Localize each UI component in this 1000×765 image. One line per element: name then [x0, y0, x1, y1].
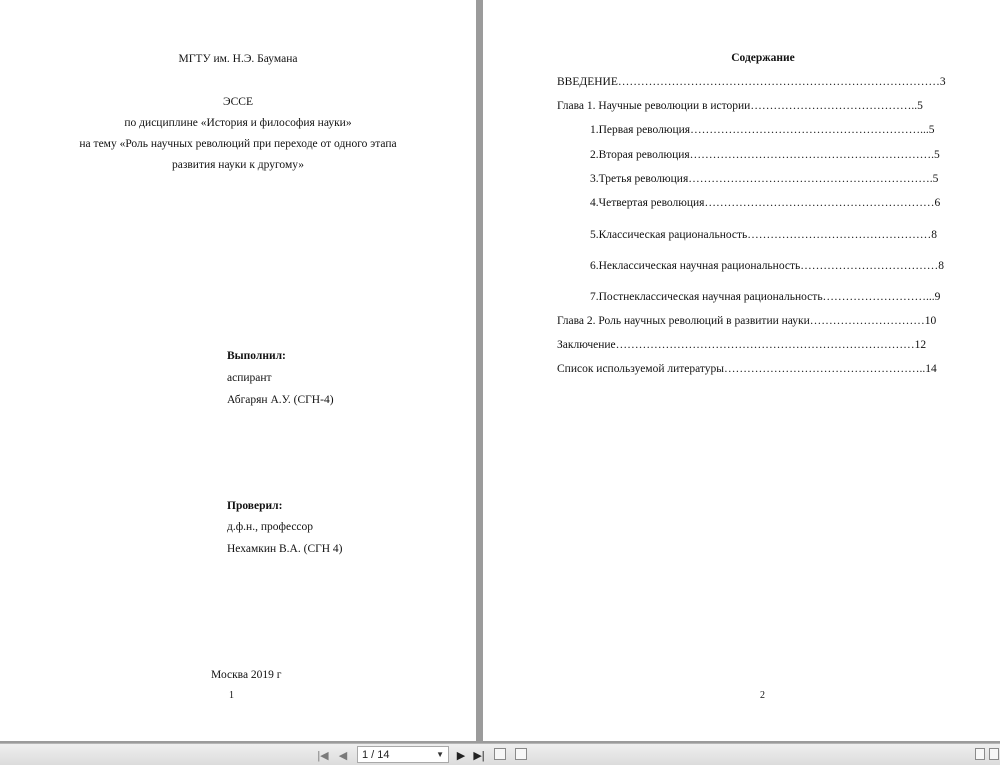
page-thumbnail-icon[interactable]	[975, 748, 985, 760]
city-year: Москва 2019 г	[211, 669, 282, 681]
toc-entry: 7.Постнеклассическая научная рациональность………………………...9	[590, 291, 941, 303]
viewer-toolbar	[0, 743, 1000, 765]
first-page-icon: |◀	[317, 749, 329, 762]
toc-entry: Список используемой литературы……………………………………………..14	[557, 363, 937, 375]
discipline-line: по дисциплине «История и философия науки»	[124, 117, 352, 129]
document-type: ЭССЕ	[223, 96, 253, 108]
performed-name: Абгарян А.У. (СГН-4)	[227, 394, 334, 406]
page-number-1: 1	[229, 690, 234, 701]
checked-label: Проверил:	[227, 500, 283, 512]
document-page-2	[483, 0, 1000, 741]
page-number-2: 2	[760, 690, 765, 701]
checked-name: Нехамкин В.А. (СГН 4)	[227, 543, 343, 555]
toc-entry: Глава 2. Роль научных революций в развитии науки…………………………10	[557, 315, 937, 327]
prev-page-button[interactable]	[337, 748, 349, 762]
last-page-icon: ▶|	[473, 749, 485, 762]
next-page-icon: ▶	[456, 749, 466, 762]
toc-title: Содержание	[731, 52, 795, 64]
toc-entry: 6.Неклассическая научная рациональность………………………………8	[590, 260, 944, 272]
toc-entry: Глава 1. Научные революции в истории……………………………………..5	[557, 100, 923, 112]
topic-line-1: на тему «Роль научных революций при переходе от одного этапа	[79, 138, 397, 150]
toc-entry: 3.Третья революция……………………………………………………….5	[590, 173, 939, 185]
checked-role: д.ф.н., профессор	[227, 521, 314, 533]
two-page-view-icon[interactable]	[515, 748, 527, 760]
last-page-button[interactable]	[472, 748, 486, 762]
institution-name: МГТУ им. Н.Э. Баумана	[178, 53, 298, 65]
toc-entry: Заключение……………………………………………………………………12	[557, 339, 927, 351]
topic-line-2: развития науки к другому»	[171, 159, 305, 171]
single-page-view-icon[interactable]	[494, 748, 506, 760]
document-page-1	[0, 0, 476, 741]
page-number-input[interactable]	[357, 746, 449, 763]
page-thumbnail-icon[interactable]	[989, 748, 999, 760]
toc-entry: 5.Классическая рациональность…………………………………………8	[590, 229, 938, 241]
page-indicator: 1 / 14	[362, 748, 390, 761]
performed-role: аспирант	[227, 372, 272, 384]
toc-entry: 4.Четвертая революция……………………………………………………6	[590, 197, 941, 209]
toc-entry: 2.Вторая революция……………………………………………………….5	[590, 149, 940, 161]
toc-entry: 1.Первая революция……………………………………………………...5	[590, 124, 935, 136]
first-page-button[interactable]	[316, 748, 330, 762]
performed-label: Выполнил:	[227, 350, 286, 362]
toc-entry: ВВЕДЕНИЕ…………………………………………………………………………3	[557, 76, 946, 88]
prev-page-icon: ◀	[338, 749, 348, 762]
next-page-button[interactable]	[455, 748, 467, 762]
chevron-down-icon[interactable]: ▼	[436, 750, 444, 759]
